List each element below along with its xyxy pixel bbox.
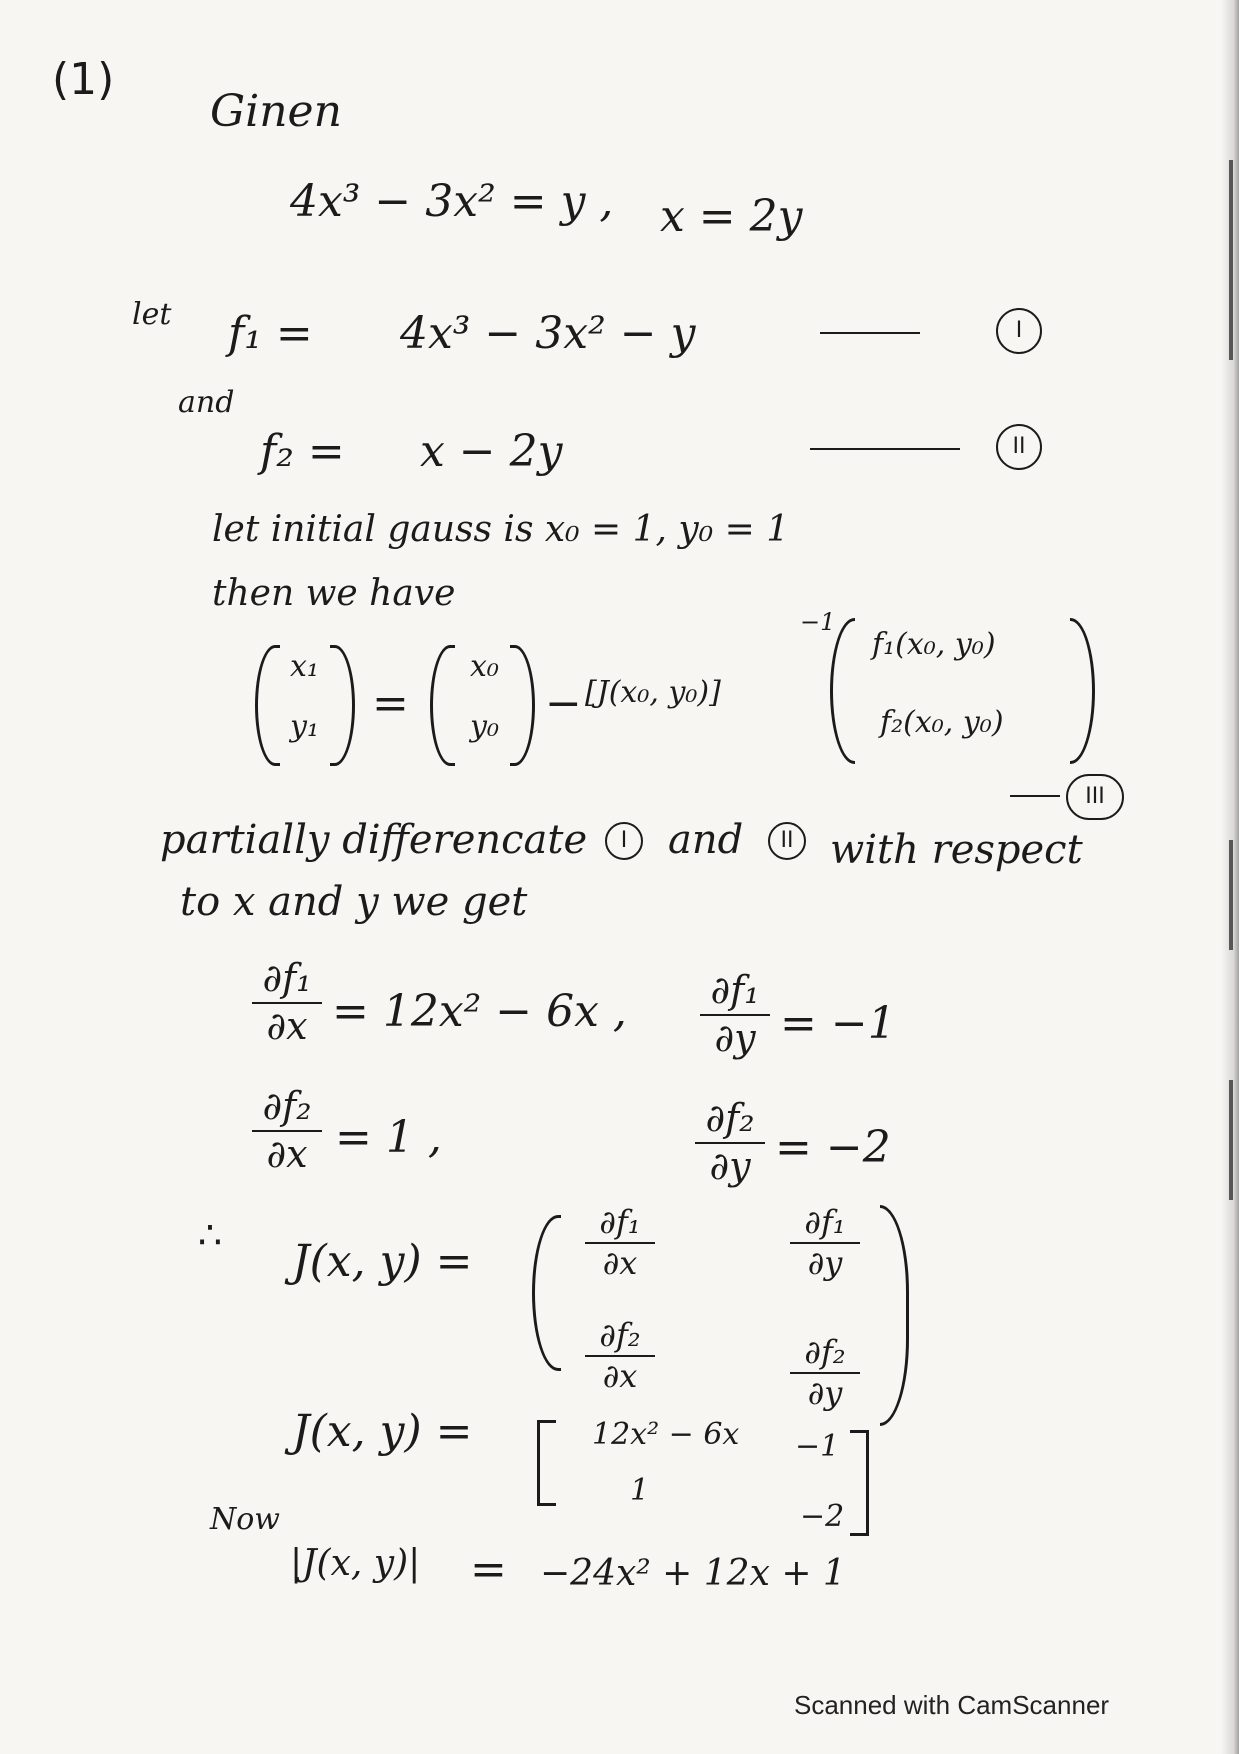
- f1-lhs: f₁ =: [228, 308, 313, 359]
- jacobian-val-12: −1: [795, 1429, 840, 1464]
- therefore-symbol: ∴: [198, 1213, 223, 1257]
- equation-tag-2: II: [996, 424, 1042, 470]
- partial-and: and: [668, 817, 744, 863]
- matrix-paren-left: [532, 1215, 561, 1371]
- newton-dash: [1010, 795, 1060, 797]
- x1: x₁: [290, 649, 319, 684]
- jacobian-val-lhs: J(x, y) =: [292, 1406, 473, 1457]
- initial-guess-line: let initial gauss is x₀ = 1, y₀ = 1: [212, 509, 790, 550]
- paren-left: [255, 645, 280, 766]
- jacobian-at-x0: [J(x₀, y₀)]: [585, 675, 721, 710]
- edge-mark: [1229, 160, 1233, 360]
- x0: x₀: [470, 649, 499, 684]
- newton-equals: =: [372, 678, 409, 729]
- partial-line-1: partially differencate: [160, 817, 588, 863]
- df2-dy: ∂f₂ ∂y: [695, 1098, 765, 1188]
- matrix-paren-right: [880, 1205, 909, 1426]
- ref-tag-2: II: [768, 822, 806, 860]
- paren-right: [1070, 618, 1095, 764]
- jacobian-entry-22: ∂f₂ ∂y: [790, 1335, 860, 1411]
- let-label: let: [132, 297, 172, 332]
- newton-minus: −: [545, 678, 582, 729]
- given-equation-lhs: 4x³ − 3x² = y ,: [290, 176, 614, 227]
- partial-line-2: to x and y we get: [180, 879, 528, 925]
- jacobian-def-lhs: J(x, y) =: [292, 1236, 473, 1287]
- jacobian-entry-21: ∂f₂ ∂x: [585, 1318, 655, 1394]
- jacobian-entry-12: ∂f₁ ∂y: [790, 1205, 860, 1281]
- paren-left: [830, 618, 855, 764]
- jacobian-val-11: 12x² − 6x: [592, 1417, 740, 1452]
- f1-rhs: 4x³ − 3x² − y: [400, 308, 696, 359]
- y1: y₁: [290, 709, 319, 744]
- df1-dx: ∂f₁ ∂x: [252, 958, 322, 1048]
- camscanner-watermark: Scanned with CamScanner: [794, 1690, 1110, 1720]
- determinant-lhs: |J(x, y)|: [290, 1543, 421, 1584]
- inverse-superscript: −1: [800, 608, 836, 636]
- f2-lhs: f₂ =: [260, 426, 345, 477]
- df1-dx-value: = 12x² − 6x ,: [332, 986, 627, 1037]
- bracket-left: [537, 1420, 556, 1506]
- f1-dash: [820, 332, 920, 334]
- paren-right: [330, 645, 355, 766]
- df1-dy-value: = −1: [780, 998, 896, 1049]
- y0: y₀: [470, 709, 499, 744]
- given-equation-rhs: x = 2y: [660, 191, 803, 242]
- paren-left: [430, 645, 455, 766]
- determinant-rhs: −24x² + 12x + 1: [540, 1553, 846, 1594]
- bracket-right: [850, 1430, 869, 1536]
- then-line: then we have: [212, 573, 456, 614]
- equation-tag-1: I: [996, 308, 1042, 354]
- df2-dx-value: = 1 ,: [335, 1112, 442, 1163]
- and-label: and: [178, 385, 235, 420]
- ref-tag-1: I: [605, 822, 643, 860]
- df2-dx: ∂f₂ ∂x: [252, 1086, 322, 1176]
- jacobian-val-22: −2: [800, 1499, 845, 1534]
- edge-mark: [1229, 840, 1233, 950]
- f2-rhs: x − 2y: [420, 426, 563, 477]
- given-label: Ginen: [210, 86, 342, 137]
- edge-mark: [1229, 1080, 1233, 1200]
- df1-dy: ∂f₁ ∂y: [700, 970, 770, 1060]
- now-label: Now: [210, 1502, 280, 1537]
- jacobian-val-21: 1: [630, 1473, 650, 1508]
- f2-at-x0: f₂(x₀, y₀): [880, 705, 1004, 740]
- f2-dash: [810, 448, 960, 450]
- paren-right: [510, 645, 535, 766]
- determinant-equals: =: [470, 1544, 507, 1595]
- jacobian-entry-11: ∂f₁ ∂x: [585, 1205, 655, 1281]
- problem-number: (1): [52, 54, 115, 105]
- equation-tag-3: III: [1066, 774, 1124, 820]
- partial-wrt: with respect: [830, 827, 1083, 873]
- f1-at-x0: f₁(x₀, y₀): [872, 627, 996, 662]
- df2-dy-value: = −2: [775, 1122, 891, 1173]
